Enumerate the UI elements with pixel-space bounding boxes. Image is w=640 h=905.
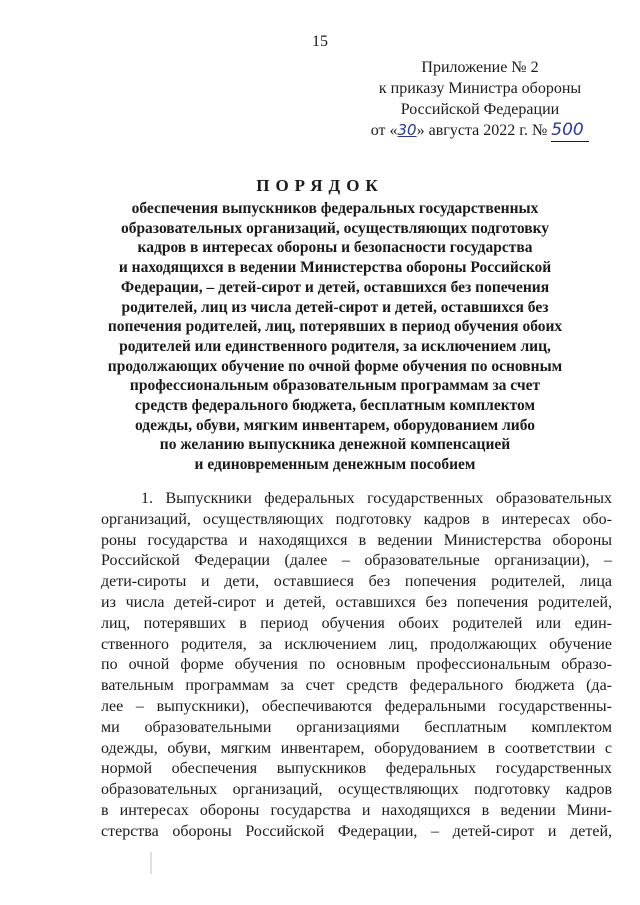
paragraph-1	[101, 489, 612, 843]
body-line: из числа детей-сирот и детей, оставшихся без попечения родителей,	[101, 593, 612, 611]
handwritten-order-number: 500	[551, 120, 589, 142]
body-line: по очной форме обучения по основным профессиональным образо-	[101, 656, 612, 674]
date-middle: » августа 2022 г. №	[416, 122, 552, 139]
body-line: дети-сироты и дети, оставшиеся без попечения родителей, лица	[101, 573, 612, 591]
appendix-authority: Российской Федерации	[400, 101, 560, 118]
subtitle-line: и единовременным денежным пособием	[194, 456, 476, 474]
subtitle-line: Федерации, – детей-сирот и детей, оставшихся без попечения	[120, 278, 550, 296]
scan-artifact	[150, 852, 152, 874]
body-line: роны государства и находящихся в ведении Министерства обороны	[101, 531, 612, 549]
subtitle-line: продолжающих обучение по очной форме обучения по основным	[107, 357, 563, 375]
appendix-header	[330, 57, 630, 142]
subtitle-line: попечения родителей, лиц, потерявших в период обучения обоих	[107, 318, 563, 336]
body-line: ственного родителя, за исключением лиц, продолжающих обучение	[101, 635, 612, 653]
handwritten-day: 30	[397, 121, 417, 139]
subtitle-line: кадров в интересах обороны и безопасности государства	[137, 239, 533, 257]
page-number: 15	[312, 33, 328, 50]
subtitle-line: образовательных организаций, осуществляющих подготовку	[120, 219, 550, 237]
appendix-date-line	[330, 120, 630, 142]
body-line: ми образовательными организациями бесплатным комплектом	[101, 718, 612, 736]
document-title: ПОРЯДОК	[256, 176, 384, 195]
body-line: организаций, осуществляющих подготовку кадров в интересах обо-	[101, 510, 612, 528]
body-line: вательным программам за счет средств федерального бюджета (да-	[101, 677, 612, 695]
body-line: лее – выпускники), обеспечиваются федеральными государственны-	[101, 697, 612, 715]
body-line: образовательных организаций, осуществляющих подготовку кадров	[101, 781, 612, 799]
body-line: одежды, обуви, мягким инвентарем, оборудованием в соответствии с	[101, 739, 612, 757]
subtitle-line: профессиональным образовательным программам за счет	[129, 377, 541, 395]
subtitle-line: по желанию выпускника денежной компенсацией	[159, 436, 511, 454]
subtitle-line: средств федерального бюджета, бесплатным комплектом	[134, 397, 536, 415]
subtitle-line: родителей или единственного родителя, за исключением лиц,	[119, 337, 551, 355]
document-subtitle	[90, 199, 580, 475]
body-line: стерства обороны Российской Федерации, – детей-сирот и детей,	[101, 822, 612, 840]
appendix-label: Приложение № 2	[421, 59, 539, 76]
date-prefix: от «	[370, 122, 398, 139]
subtitle-line: обеспечения выпускников федеральных государственных	[131, 200, 539, 217]
subtitle-line: одежды, обуви, мягким инвентарем, оборудованием либо	[134, 416, 535, 434]
body-line: 1. Выпускники федеральных государственных образовательных	[141, 490, 612, 507]
body-line: лиц, потерявших в период обучения обоих родителей или един-	[101, 614, 612, 632]
body-line: нормой обеспечения выпускников федеральных государственных	[101, 760, 612, 778]
subtitle-line: и находящихся в ведении Министерства обороны Российской	[118, 259, 552, 277]
body-line: Российской Федерации (далее – образовательные организации), –	[101, 552, 612, 570]
body-line: в интересах обороны государства и находящихся в ведении Мини-	[101, 801, 612, 819]
subtitle-line: родителей, лиц из числа детей-сирот и детей, оставшихся без	[121, 298, 549, 316]
appendix-order-ref: к приказу Министра обороны	[378, 80, 582, 97]
